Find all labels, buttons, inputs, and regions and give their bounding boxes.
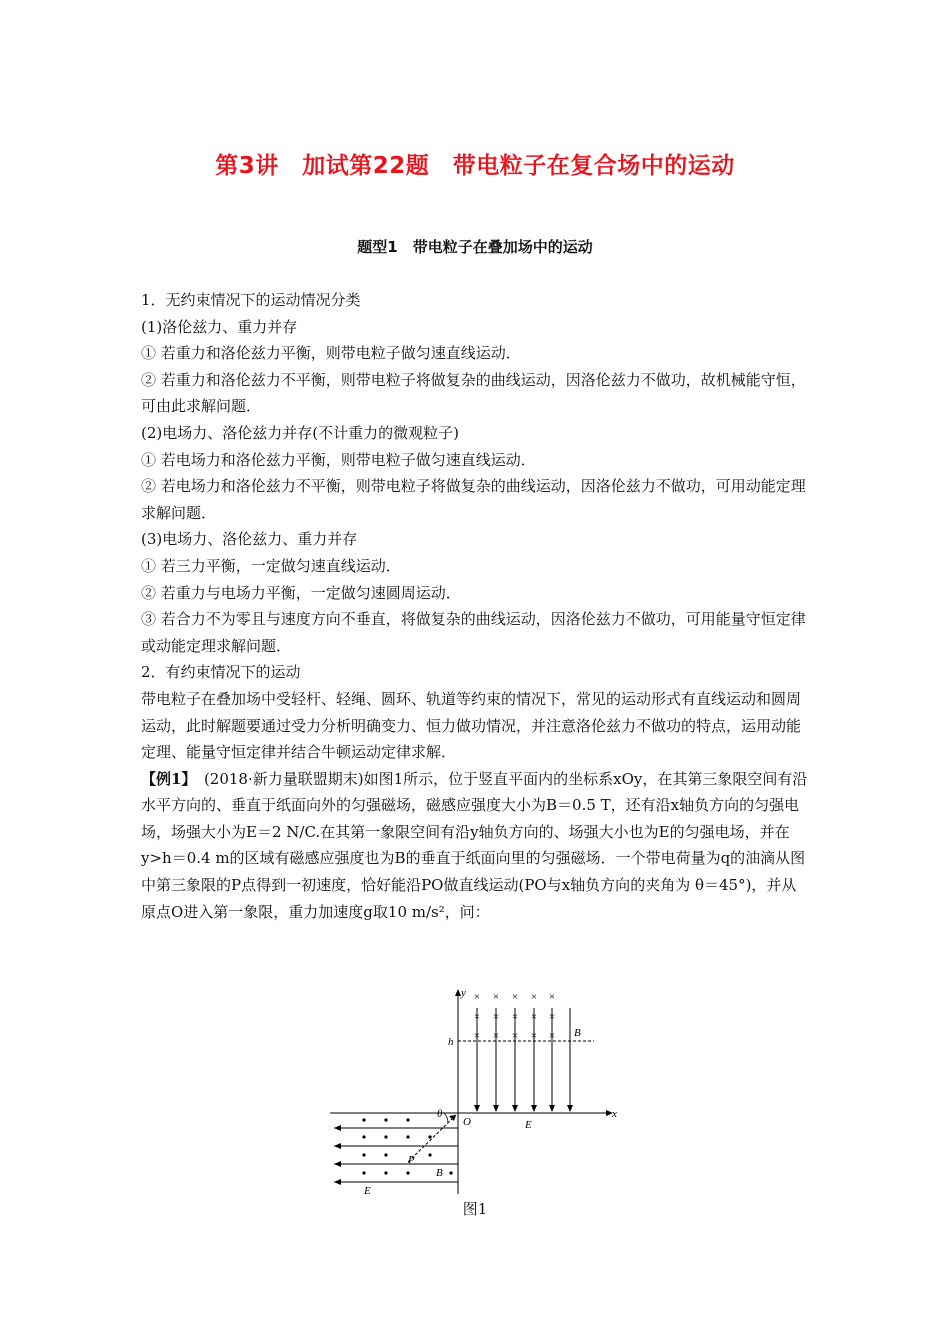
svg-text:×: ×	[511, 1030, 519, 1042]
page-title: 第3讲 加试第22题 带电粒子在复合场中的运动	[215, 153, 735, 179]
paragraph: ① 若重力和洛伦兹力平衡，则带电粒子做匀速直线运动．	[141, 344, 521, 363]
paragraph: ① 若三力平衡，一定做匀速直线运动．	[141, 556, 401, 575]
x-axis-label: x	[612, 1108, 617, 1120]
body-text	[141, 287, 811, 925]
svg-text:×: ×	[530, 1011, 538, 1023]
svg-text:×: ×	[548, 1011, 556, 1023]
paragraph: ① 若电场力和洛伦兹力平衡，则带电粒子做匀速直线运动．	[141, 450, 536, 469]
svg-text:×: ×	[511, 1011, 519, 1023]
paragraph: ② 若重力和洛伦兹力不平衡，则带电粒子将做复杂的曲线运动，因洛伦兹力不做功，故机械能守恒，可由此求解问题．	[141, 370, 806, 416]
b-label-bottom: B	[436, 1167, 443, 1179]
svg-text:×: ×	[492, 1030, 500, 1042]
paragraph: (2)电场力、洛伦兹力并存(不计重力的微观粒子)	[141, 423, 459, 442]
paragraph: (1)洛伦兹力、重力并存	[141, 317, 298, 336]
example-tag: 【例1】	[141, 769, 189, 788]
svg-text:×: ×	[548, 991, 556, 1003]
e-label-top: E	[525, 1119, 532, 1131]
svg-text:×: ×	[511, 991, 519, 1003]
e-label-bottom: E	[364, 1185, 371, 1196]
paragraph: 2．有约束情况下的运动	[141, 663, 301, 682]
svg-text:×: ×	[473, 1011, 481, 1023]
svg-text:×: ×	[530, 991, 538, 1003]
svg-text:×: ×	[492, 1011, 500, 1023]
field-diagram	[326, 986, 626, 1196]
paragraph: 带电粒子在叠加场中受轻杆、轻绳、圆环、轨道等约束的情况下，常见的运动形式有直线运动和圆周运动，此时解题要通过受力分析明确变力、恒力做功情况，并注意洛伦兹力不做功的特点，运用动能定理、能量守恒定律并结合牛顿运动定律求解．	[141, 689, 802, 762]
example-text: (2018·新力量联盟期末)如图1所示，位于竖直平面内的坐标系xOy，在其第三象限空间有沿水平方向的、垂直于纸面向外的匀强磁场，磁感应强度大小为B＝0.5 T，还有沿x轴负方向的匀强电场，场强大小为E＝2 N/C.在其第一象限空间有沿y轴负方向的、场强大小也为E的匀强电场，并在y>h＝0.4 m的区域有磁感应强度也为B的垂直于纸面向里的匀强磁场．一个带电荷量为q的油滴从图中第三象限的P点得到一初速度，恰好能沿PO做直线运动(PO与x轴负方向的夹角为 θ＝45°)，并从原点O进入第一象限，重力加速度g取10 m/s²，问：	[141, 769, 808, 921]
paragraph: ② 若电场力和洛伦兹力不平衡，则带电粒子将做复杂的曲线运动，因洛伦兹力不做功，可用动能定理求解问题．	[141, 477, 806, 522]
b-field-crosses	[474, 991, 555, 1042]
e-field-arrows-top	[477, 1008, 570, 1106]
b-label-top: B	[574, 1027, 581, 1039]
origin-label: O	[463, 1116, 471, 1128]
figure-caption: 图1	[462, 1200, 488, 1218]
example-paragraph	[141, 766, 811, 926]
svg-text:×: ×	[473, 1030, 481, 1042]
paragraph: ② 若重力与电场力平衡，一定做匀速圆周运动．	[141, 583, 461, 602]
paragraph: 1．无约束情况下的运动情况分类	[141, 291, 361, 309]
figure-1	[326, 986, 626, 1196]
svg-text:×: ×	[530, 1030, 538, 1042]
p-label: P	[408, 1154, 415, 1166]
y-axis-label: y	[461, 987, 466, 999]
svg-text:×: ×	[473, 991, 481, 1003]
theta-label: θ	[437, 1108, 443, 1120]
paragraph: ③ 若合力不为零且与速度方向不垂直，将做复杂的曲线运动，因洛伦兹力不做功，可用能量守恒定律或动能定理求解问题．	[141, 610, 806, 655]
h-label: h	[448, 1036, 454, 1048]
section-heading: 题型1 带电粒子在叠加场中的运动	[357, 238, 593, 256]
paragraph: (3)电场力、洛伦兹力、重力并存	[141, 530, 358, 549]
svg-text:×: ×	[492, 991, 500, 1003]
svg-text:×: ×	[548, 1030, 556, 1042]
